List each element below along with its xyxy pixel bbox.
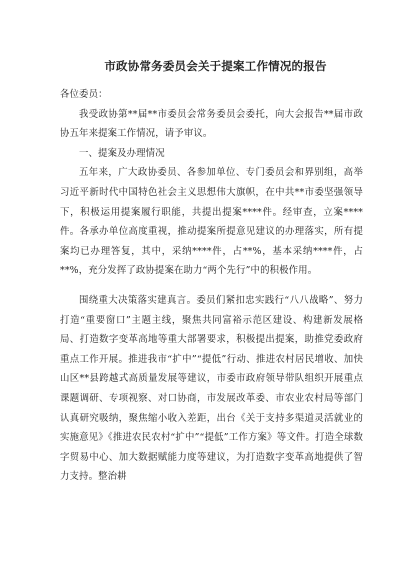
document-title: 市政协常务委员会关于提案工作情况的报告 [104, 59, 327, 73]
intro-paragraph: 我受政协第**届**市委员会常务委员会委托，向大会报告**届市政协五年来提案工作情况，请予审议。 [60, 108, 363, 140]
section-heading: 一、提案及办理情况 [79, 147, 165, 159]
body-paragraph: 围绕重大决策落实建真言。委员们紧扣忠实践行“八八战略”、努力打造“重要窗口”主题主线，聚焦共同富裕示范区建设、构建新发展格局、打造数字变革高地等重大部署要求，积极提出提案，助推党委政府重点工作开展。推进我市“扩中”“提低”行动、推进农村居民增收、加快山区**县跨越式高质量发展等建议，市委市政府领导带队组织开展重点课题调研、专项视察、对口协商，市发展改革委、市农业农村局等部门认真研究吸纳，聚焦缩小收入差距，出台《关于支持多渠道灵活就业的实施意见》《推进农民农村“扩中”“提低”工作方案》等文件。打造全球数字贸易中心、加大数据赋能力度等建议，为打造数字变革高地提供了智力支持。整治耕 [60, 294, 363, 483]
salutation: 各位委员： [60, 89, 108, 100]
body-paragraph: 五年来，广大政协委员、各参加单位、专门委员会和界别组，高举习近平新时代中国特色社会主义思想伟大旗帜，在中共**市委坚强领导下，积极运用提案履行职能，共提出提案****件。经审查，立案****件。各承办单位高度重视，推动提案所提意见建议的办理落实，所有提案均已办理答复，其中，采纳****件，占**%，基本采纳****件，占**%，充分发挥了政协提案在助力“两个先行”中的积极作用。 [60, 167, 363, 277]
